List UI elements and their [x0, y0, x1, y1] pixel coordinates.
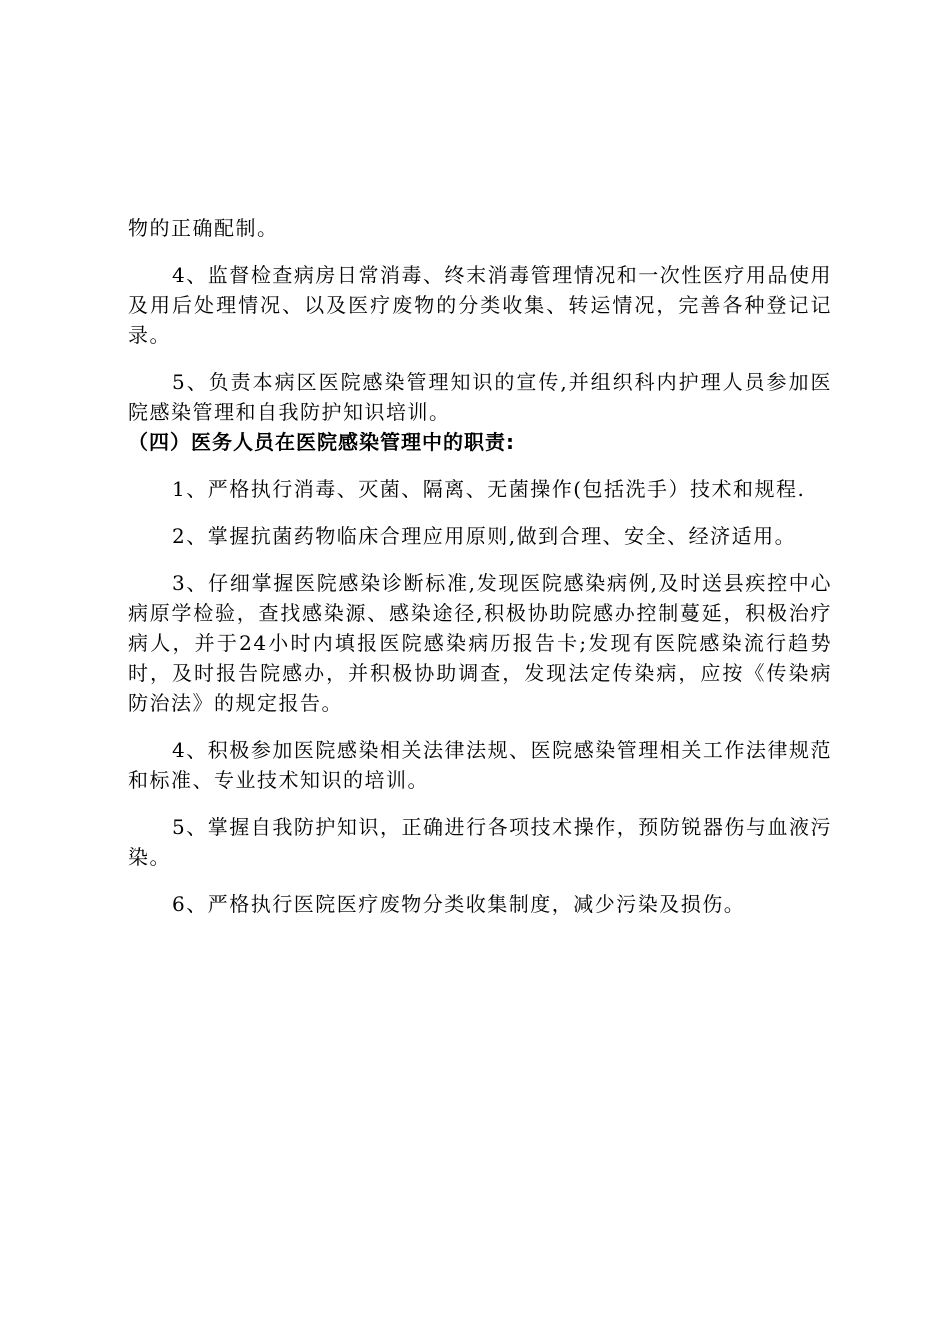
- duty-item: 4、积极参加医院感染相关法律法规、医院感染管理相关工作法律规范和标准、专业技术知识的培训。: [128, 738, 832, 792]
- duty-item: 3、仔细掌握医院感染诊断标准,发现医院感染病例,及时送县疾控中心病原学检验，查找感染源、感染途径,积极协助院感办控制蔓延，积极治疗病人，并于24小时内填报医院感染病历报告卡;发现有医院感染流行趋势时，及时报告院感办，并积极协助调查，发现法定传染病，应按《传染病防治法》的规定报告。: [128, 571, 832, 715]
- duty-item: 1、严格执行消毒、灭菌、隔离、无菌操作(包括洗手）技术和规程.: [172, 477, 806, 501]
- duty-item: 5、掌握自我防护知识，正确进行各项技术操作，预防锐器伤与血液污染。: [128, 815, 832, 869]
- duty-item: 2、掌握抗菌药物临床合理应用原则,做到合理、安全、经济适用。: [172, 524, 797, 548]
- paragraph-item-4: 4、监督检查病房日常消毒、终末消毒管理情况和一次性医疗用品使用及用后处理情况、以及医疗废物的分类收集、转运情况，完善各种登记记录。: [128, 263, 832, 347]
- section-heading: （四）医务人员在医院感染管理中的职责:: [128, 430, 515, 454]
- paragraph-item-5: 5、负责本病区医院感染管理知识的宣传,并组织科内护理人员参加医院感染管理和自我防护知识培训。: [128, 370, 832, 424]
- duty-item: 6、严格执行医院医疗废物分类收集制度，减少污染及损伤。: [172, 892, 746, 916]
- paragraph-continuation: 物的正确配制。: [128, 216, 279, 240]
- document-body: [128, 213, 832, 919]
